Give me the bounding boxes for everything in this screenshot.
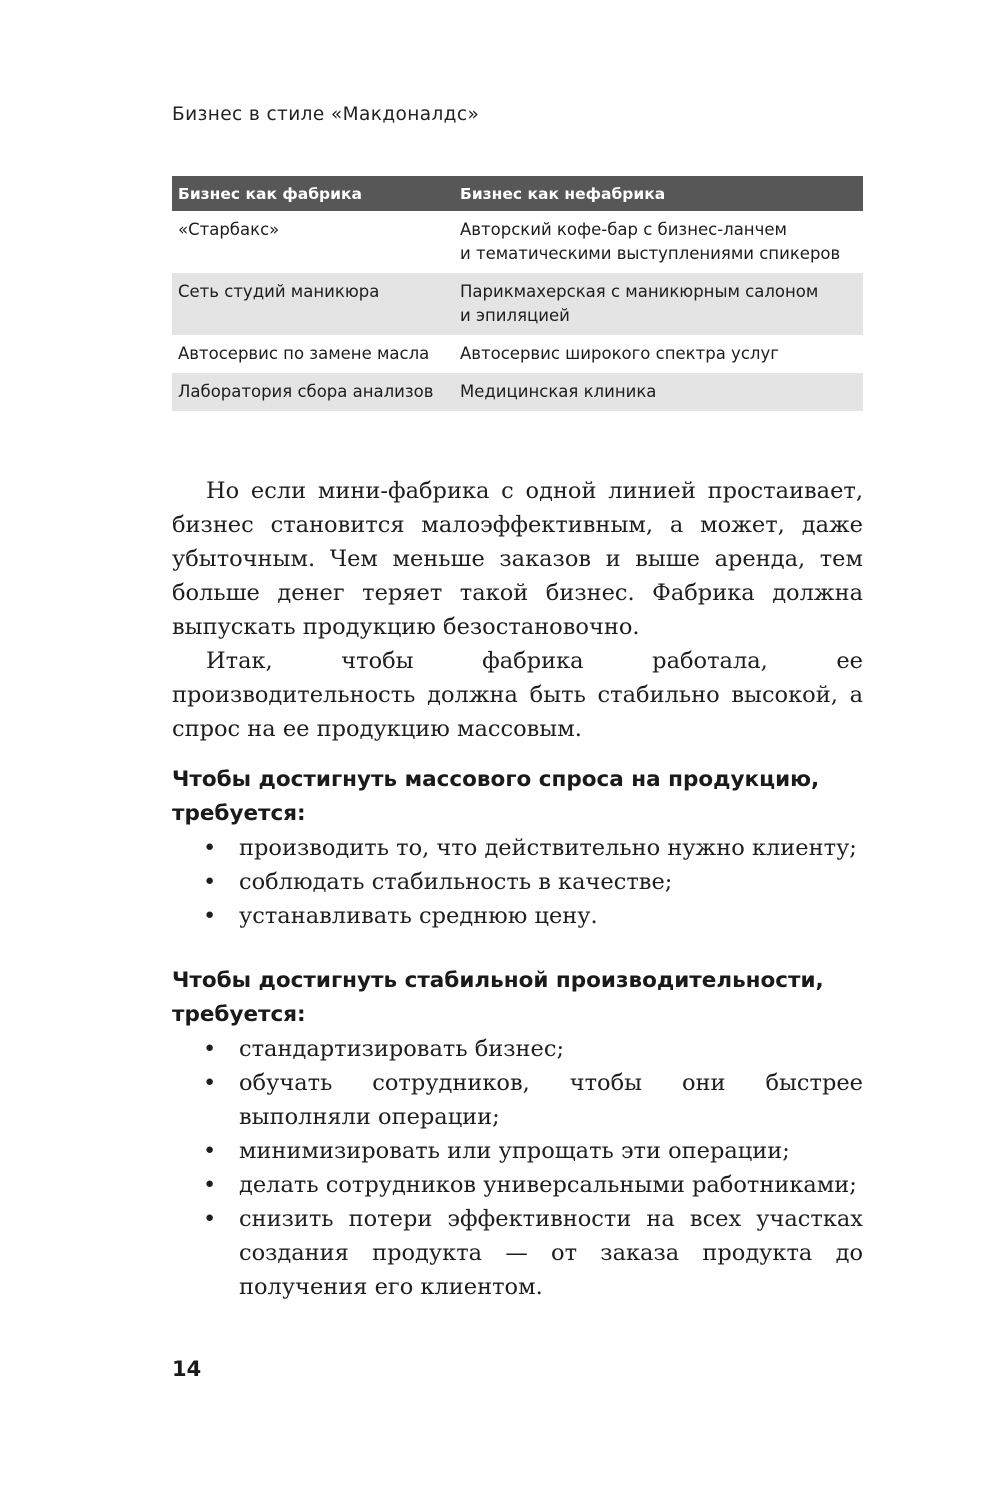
cell-factory: Сеть студий маникюра	[172, 273, 454, 335]
paragraph: Но если мини-фабрика с одной линией простаивает, бизнес становится малоэффективным, а может, даже убыточным. Чем меньше заказов и выше аренда, тем больше денег теряет такой бизнес. Фабрика должна выпускать продукцию безостановочно.	[172, 478, 863, 640]
bullet-icon: •	[203, 835, 217, 861]
paragraph: Итак, чтобы фабрика работала, ее производительность должна быть стабильно высокой, а спрос на ее продукцию массовым.	[172, 648, 863, 742]
running-header: Бизнес в стиле «Макдоналдс»	[172, 104, 480, 125]
bullet-icon: •	[203, 903, 217, 929]
table-row	[172, 211, 863, 273]
table-row	[172, 373, 863, 411]
cell-nonfactory: Автосервис широкого спектра услуг	[460, 344, 779, 363]
cell-factory: Лаборатория сбора анализов	[172, 373, 454, 411]
list-item: • минимизировать или упрощать эти операции;	[172, 1134, 863, 1168]
cell-nonfactory: Медицинская клиника	[454, 373, 863, 411]
list-item: • стандартизировать бизнес;	[172, 1032, 863, 1066]
body-text	[172, 474, 863, 746]
table-row	[172, 273, 863, 335]
comparison-table	[172, 176, 863, 411]
bullet-icon: •	[203, 869, 217, 895]
section-heading: Чтобы достигнуть стабильной производительности, требуется:	[172, 968, 824, 1027]
cell-nonfactory: Авторский кофе-бар с бизнес-ланчем и тематическими выступлениями спикеров	[460, 220, 841, 263]
table-row	[172, 335, 863, 373]
section-productivity	[172, 964, 863, 1304]
list-item: • снизить потери эффективности на всех участках создания продукта — от заказа продукта до получения его клиентом.	[172, 1202, 863, 1304]
bullet-icon: •	[203, 1172, 217, 1198]
bullet-list	[172, 831, 863, 933]
bullet-icon: •	[203, 1070, 217, 1096]
column-header-factory: Бизнес как фабрика	[172, 176, 454, 211]
page-number: 14	[172, 1357, 202, 1381]
column-header-nonfactory: Бизнес как нефабрика	[454, 176, 863, 211]
cell-factory: Автосервис по замене масла	[178, 344, 430, 363]
list-item: • устанавливать среднюю цену.	[172, 899, 863, 933]
bullet-icon: •	[203, 1206, 217, 1232]
list-item: • соблюдать стабильность в качестве;	[172, 865, 863, 899]
cell-nonfactory: Парикмахерская с маникюрным салоном и эпиляцией	[454, 273, 863, 335]
cell-factory: «Старбакс»	[178, 220, 280, 239]
table-header-row	[172, 176, 863, 211]
section-heading: Чтобы достигнуть массового спроса на продукцию, требуется:	[172, 767, 820, 826]
list-item: • производить то, что действительно нужно клиенту;	[172, 831, 863, 865]
bullet-icon: •	[203, 1138, 217, 1164]
bullet-list	[172, 1032, 863, 1304]
list-item: • делать сотрудников универсальными работниками;	[172, 1168, 863, 1202]
section-demand	[172, 763, 863, 933]
list-item: • обучать сотрудников, чтобы они быстрее выполняли операции;	[172, 1066, 863, 1134]
bullet-icon: •	[203, 1036, 217, 1062]
